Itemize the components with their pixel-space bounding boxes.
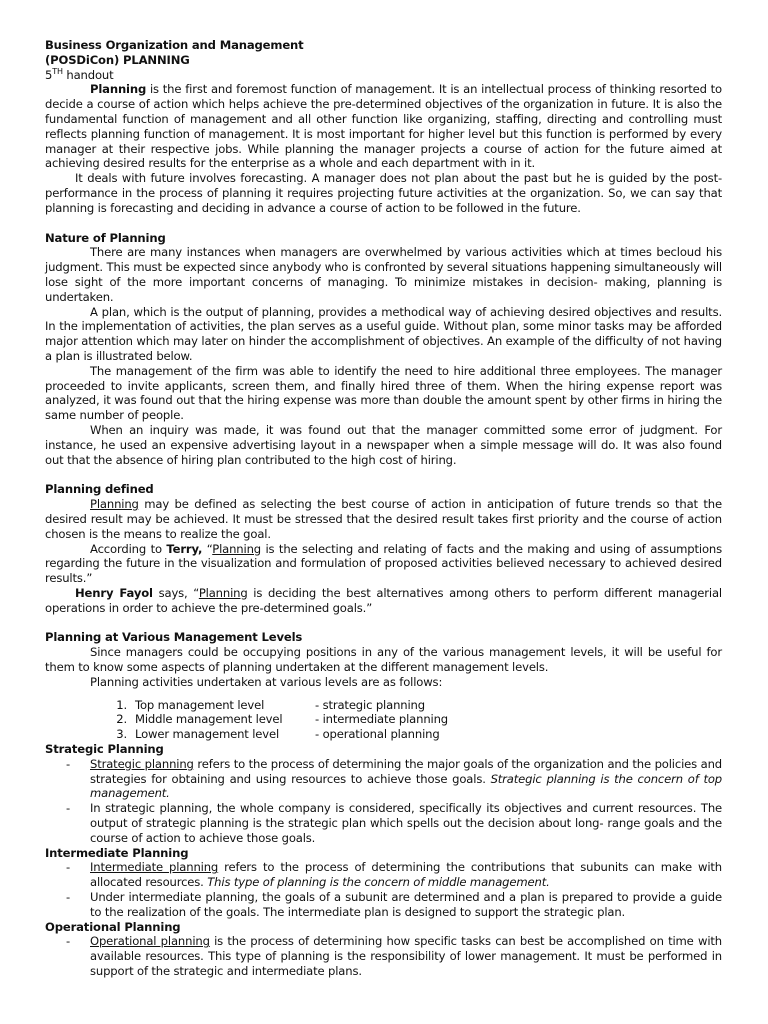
nature-paragraph-2: A plan, which is the output of planning, provides a methodical way of achieving desired objectives and results. In the implementation of activities, the plan serves as a useful guide. Without plan, some minor tasks may be afforded major attention which may later on hinder the accomplishment of objectives. An example of the difficulty of not having a plan is illustrated below. <box>45 304 722 363</box>
bullet-text: Under intermediate planning, the goals of a subunit are determined and a plan is prepared to provide a guide to the realization of the goals. The intermediate plan is designed to support the strategic plan. <box>90 890 722 919</box>
defined-paragraph-1 <box>45 497 722 541</box>
intro-term: Planning <box>90 82 147 97</box>
nature-paragraph-3: The management of the firm was able to identify the need to hire additional three employees. The manager proceeded to invite applicants, screen them, and finally hired three of them. When the hiring expense report was analyzed, it was found out that the hiring expense was more than double the amount spent by other firms in hiring the same number of people. <box>45 363 722 423</box>
handout-label <box>45 68 722 83</box>
bullet-text <box>90 757 722 801</box>
operational-term: Operational planning <box>90 934 210 949</box>
strategic-note: Strategic planning is the concern of top management. <box>90 771 722 801</box>
defined-text: may be defined as selecting the best course of action in anticipation of future trends so that the desired result may be achieved. It must be stressed that the desired result takes first priority and the course of action chosen is the means to realize the goal. <box>45 497 722 541</box>
section-heading-intermediate: Intermediate Planning <box>45 845 189 860</box>
strategic-bullets <box>45 757 722 846</box>
list-number: 1. <box>116 697 127 712</box>
fayol-intro: says, “ <box>152 585 199 600</box>
list-item <box>45 801 722 845</box>
planning-type: - strategic planning <box>315 697 425 712</box>
bullet-dash: - <box>66 890 71 905</box>
handout-word: handout <box>62 67 114 82</box>
section-heading-operational: Operational Planning <box>45 919 181 934</box>
level-name: Top management level <box>135 697 265 712</box>
bullet-text <box>90 934 722 978</box>
level-name: Middle management level <box>135 712 283 727</box>
bullet-dash: - <box>66 934 71 949</box>
section-heading-defined: Planning defined <box>45 482 154 497</box>
defined-paragraph-fayol <box>45 586 722 616</box>
bullet-text: In strategic planning, the whole company is considered, specifically its objectives and current resources. The output of strategic planning is the strategic plan which spells out the decision about long- range goals and the course of action to achieve those goals. <box>90 801 722 845</box>
strategic-definition: refers to the process of determining the major goals of the organization and the policies and strategies for obtaining and using resources to achieve those goals. <box>90 756 722 786</box>
levels-list <box>45 698 722 742</box>
planning-type: - operational planning <box>315 727 440 742</box>
intro-paragraph-1 <box>45 82 722 171</box>
handout-number: 5 <box>45 67 53 82</box>
fayol-quote: is deciding the best alternatives among others to perform different managerial operations in order to achieve the pre-determined goals.” <box>45 585 722 615</box>
section-heading-strategic: Strategic Planning <box>45 742 164 757</box>
nature-paragraph-1: There are many instances when managers are overwhelmed by various activities which at times becloud his judgment. This must be expected since anybody who is confronted by several situations happening simultaneously will lose sight of the more important concerns of managing. To minimize mistakes in decision- making, planning is undertaken. <box>45 245 722 304</box>
handout-superscript: TH <box>52 66 63 76</box>
intro-text: is the first and foremost function of management. It is an intellectual process of thinking resorted to decide a course of action which helps achieve the pre-determined objectives of the organization in future. It is also the fundamental function of management and all other function like organizing, staffing, directing and controlling must reflects planning function of management. It is most important for higher level but this function is performed by every manager at their respective jobs. While planning the manager projects a course of action for the future aimed at achieving desired results for the enterprise as a whole and each department with in it. <box>45 82 722 171</box>
defined-paragraph-terry <box>45 542 722 586</box>
level-name: Lower management level <box>135 727 280 742</box>
levels-paragraph-1: Since managers could be occupying positions in any of the various management levels, it will be useful for them to know some aspects of planning undertaken at the different management levels. <box>45 645 722 675</box>
terry-quote: is the selecting and relating of facts and the making and using of assumptions regarding the future in the visualization and formulation of proposed activities believed necessary to achieved desired results.” <box>45 541 722 586</box>
list-item <box>45 934 722 978</box>
document-page <box>45 38 722 979</box>
section-heading-nature: Nature of Planning <box>45 230 166 245</box>
operational-bullets <box>45 934 722 978</box>
intermediate-definition: refers to the process of determining the contributions that subunits can make with allocated resources. <box>90 860 722 890</box>
intermediate-bullets <box>45 860 722 919</box>
list-item <box>45 712 722 727</box>
operational-definition: is the process of determining how specific tasks can best be accomplished on time with available resources. This type of planning is the responsibility of lower management. It must be performed in support of the strategic and intermediate plans. <box>90 934 722 979</box>
defined-term: Planning <box>90 497 139 512</box>
intermediate-term: Intermediate planning <box>90 860 219 875</box>
section-heading-levels: Planning at Various Management Levels <box>45 630 303 645</box>
terry-intro: According to <box>90 541 167 556</box>
nature-paragraph-4: When an inquiry was made, it was found out that the manager committed some error of judgment. For instance, he used an expensive advertising layout in a newspaper when a simple message will do. It was also found out that the absence of hiring plan contributed to the high cost of hiring. <box>45 422 722 467</box>
list-item <box>45 727 722 742</box>
list-item <box>45 698 722 713</box>
list-item <box>45 890 722 920</box>
intermediate-note: This type of planning is the concern of middle management. <box>207 875 550 890</box>
list-item <box>45 860 722 890</box>
bullet-dash: - <box>66 860 71 875</box>
bullet-text <box>90 860 722 890</box>
doc-title: Business Organization and Management <box>45 38 304 52</box>
list-item <box>45 757 722 801</box>
levels-paragraph-2: Planning activities undertaken at various levels are as follows: <box>90 674 443 689</box>
bullet-dash: - <box>66 801 71 816</box>
fayol-name: Henry Fayol <box>75 585 153 600</box>
terry-term: Planning <box>212 541 261 556</box>
intro-paragraph-2: It deals with future involves forecasting. A manager does not plan about the past but he is guided by the post-performance in the process of planning it requires projecting future activities at the organization. So, we can say that planning is forecasting and deciding in advance a course of action to be followed in the future. <box>45 171 722 215</box>
terry-quote-open: “ <box>202 541 213 556</box>
strategic-term: Strategic planning <box>90 756 194 771</box>
list-number: 2. <box>116 712 127 727</box>
doc-subtitle: (POSDiCon) PLANNING <box>45 52 190 67</box>
bullet-dash: - <box>66 756 71 771</box>
terry-name: Terry, <box>166 541 203 556</box>
list-number: 3. <box>116 727 127 742</box>
fayol-term: Planning <box>198 585 248 600</box>
planning-type: - intermediate planning <box>315 712 449 727</box>
